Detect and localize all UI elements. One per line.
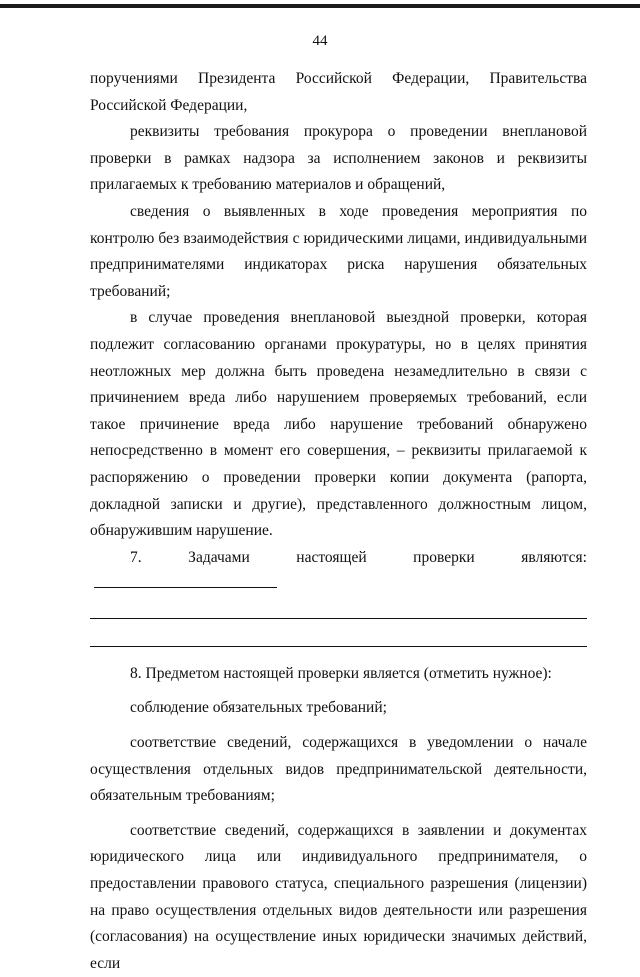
spacer [90,722,587,730]
spacer [90,647,587,661]
paragraph-risk-indicators: сведения о выявленных в ходе проведения мероприятия по контролю без взаимодействия с юридическими лицами, индивидуальными предпринимателями индикаторах риска нарушения обязательных требований; [90,202,587,300]
option-application-compliance: соответствие сведений, содержащихся в заявлении и документах юридического лица или индивидуального предпринимателя, о предоставлении правового статуса, специального разрешения (лицензии) на право осуществления отдельных видов деятельности или разрешения (согласования) на осуществление иных юридически значимых действий, если [90,821,587,972]
section-7-tasks [90,545,587,598]
section-7-label: 7. Задачами настоящей проверки являются: [130,548,587,566]
tasks-fill-line [94,586,277,588]
top-border-rule [0,4,640,8]
option-mandatory-requirements: соблюдение обязательных требований; [130,699,387,717]
spacer [90,687,587,695]
document-body [90,66,587,977]
paragraph-unscheduled-inspection: в случае проведения внеплановой выездной проверки, которая подлежит согласованию органами прокуратуры, но в целях принятия неотложных мер должна быть проведена незамедлительно в связи с причинением вреда либо нарушением проверяемых требований, если такое причинение вреда либо нарушение требований обнаружено непосредственно в момент его совершения, – реквизиты прилагаемой к распоряжению о проведении проверки копии документа (рапорта, докладной записки и другие), представленного должностным лицом, обнаружившим нарушение. [90,309,587,540]
spacer [90,810,587,818]
spacer [90,598,587,618]
paragraph-prosecutor-requisites: реквизиты требования прокурора о проведении внеплановой проверки в рамках надзора за исполнением законов и реквизиты прилагаемых к требованию материалов и обращений, [90,123,587,194]
option-notification-compliance: соответствие сведений, содержащихся в уведомлении о начале осуществления отдельных видов предпринимательской деятельности, обязательным требованиям; [90,734,587,805]
section-8-subject: 8. Предметом настоящей проверки является (отметить нужное): [130,664,552,682]
paragraph-continuation: поручениями Президента Российской Федерации, Правительства Российской Федерации, [90,70,587,114]
page-number: 44 [312,33,328,49]
spacer [90,619,587,646]
